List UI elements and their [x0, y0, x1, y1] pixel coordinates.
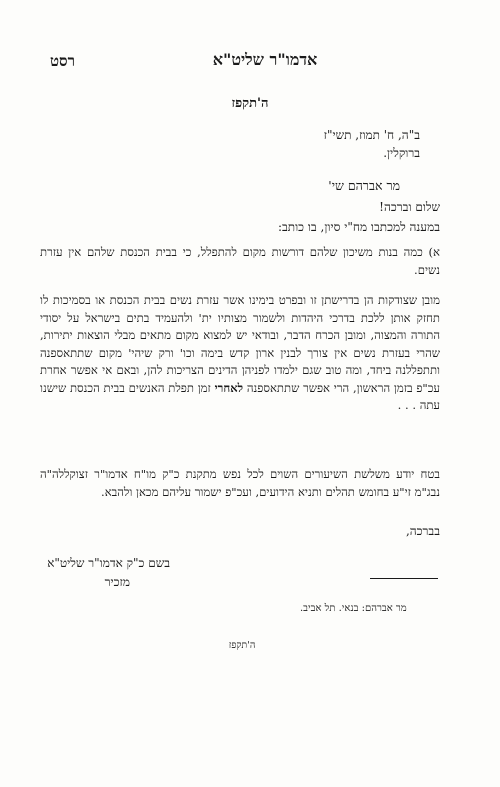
- footer-year: ה'תקפז: [228, 640, 256, 651]
- signature-line-1: בשם כ"ק אדמו"ר שליט"א: [47, 556, 170, 570]
- signature-line-2: מזכיר: [104, 575, 130, 589]
- letter-header-title: אדמו"ר שליט"א: [212, 50, 318, 69]
- letter-date: ב"ה, ח' תמוז, תשי"ז: [323, 128, 420, 142]
- letter-recipient: מר אברהם שי': [328, 178, 400, 193]
- footer-divider: [370, 578, 438, 579]
- letter-reference-number: רסט: [50, 52, 75, 70]
- letter-header-year: ה'תקפז: [231, 96, 269, 111]
- footer-recipient-address: מר אברהם: בנאי. תל אביב.: [300, 603, 407, 614]
- letter-paragraph-2-text: מובן שצודקות הן בדרישתן זו ובפרט בימינו אשר עזרת נשים בבית הכנסת או בסמיכות לו תחזק אותן ללכת בדרכי היהדות ולשמור מצותיו ית' ולהעמיד בתים בישראל על יסודי התורה והמצוה, ומובן הכרח הדבר, ובודאי יש למצוא מקום מתאים מבלי הוצאות יתירות, שהרי בעזרת נשים אין צורך לבנין ארון קדש בימה וכו' ורק שיהי' מקום שתתאספנה ותתפללנה ביחד, ומה טוב שגם ילמדו לפניהן הדינים הצריכות להן, ובאם אי אפשר אחרת עכ"פ בזמן הראשון, הרי אפשר שתתאספנה: [40, 293, 440, 395]
- letter-paragraph-2: [40, 292, 440, 415]
- letter-paragraph-2-emphasis: לאחרי: [214, 380, 244, 395]
- letter-paragraph-1: א) כמה בנות משיכון שלהם דורשות מקום להתפלל, כי בבית הכנסת שלהם אין עזרת נשים.: [40, 245, 440, 277]
- letter-paragraph-2-end: זמן תפלת האנשים בבית הכנסת שישנו עתה . . .: [40, 380, 440, 412]
- letter-paragraph-3: בטח יודע משלשת השיעורים השוים לכל נפש מתקנת כ"ק מו"ח אדמו"ר זצוקללה"ה נבג"מ זי"ע בחומש תהלים ותניא הידועים, ועכ"פ ישמור עליהם מכאן ולהבא.: [40, 467, 440, 499]
- letter-place: ברוקלין.: [383, 146, 420, 160]
- letter-greeting: שלום וברכה!: [379, 200, 440, 214]
- letter-intro: במענה למכתבו מח"י סיון, בו כותב:: [277, 220, 440, 234]
- letter-blessing: בברכה,: [405, 524, 440, 538]
